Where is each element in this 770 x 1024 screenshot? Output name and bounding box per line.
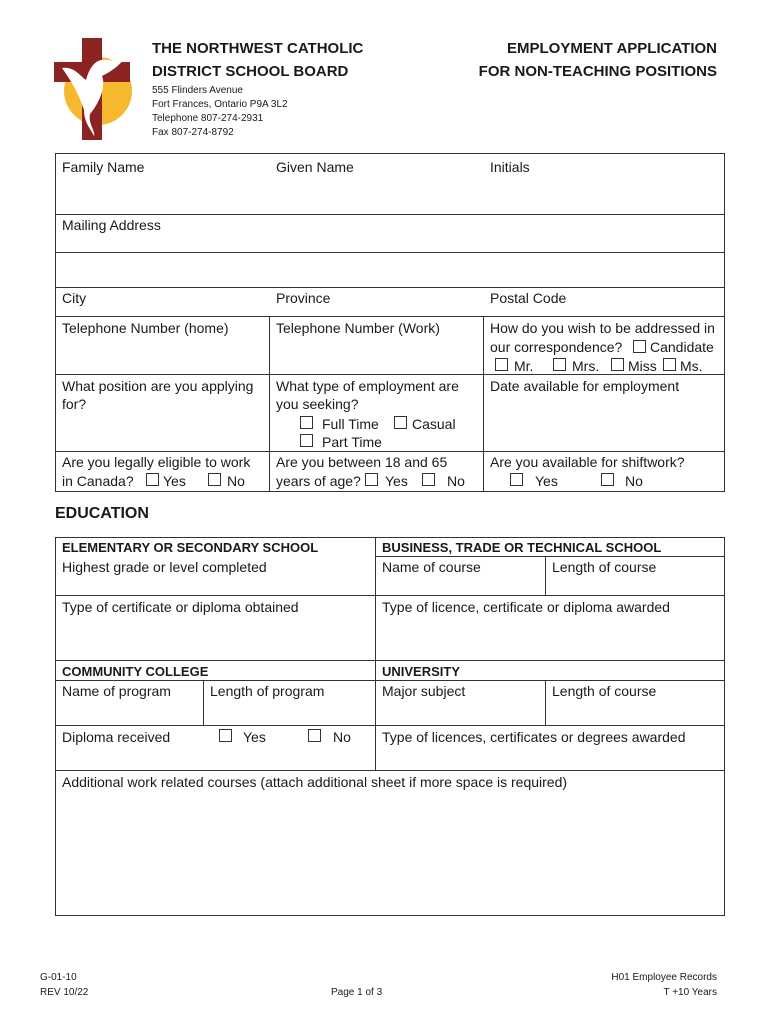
diploma-yes-label: Yes <box>243 729 266 745</box>
university-length-label: Length of course <box>552 683 657 699</box>
age-yes-checkbox[interactable] <box>365 473 378 486</box>
university-licences-label: Type of licences, certificates or degrees awarded <box>382 729 686 745</box>
additional-courses-field[interactable] <box>56 792 723 914</box>
records-class: H01 Employee Records <box>611 972 717 983</box>
address-line1: 555 Flinders Avenue <box>152 85 243 96</box>
university-major-label: Major subject <box>382 683 466 699</box>
mrs-checkbox[interactable] <box>553 358 566 371</box>
given-name-label: Given Name <box>276 159 354 175</box>
mailing-address-field[interactable] <box>56 253 723 286</box>
name-entry-area[interactable] <box>56 176 723 213</box>
shiftwork-question: Are you available for shiftwork? <box>490 454 685 470</box>
business-course-label: Name of course <box>382 559 481 575</box>
org-name-line1: THE NORTHWEST CATHOLIC <box>152 40 364 57</box>
employment-type-question-line2: you seeking? <box>276 396 359 412</box>
form-revision: REV 10/22 <box>40 987 89 998</box>
org-name-line2: DISTRICT SCHOOL BOARD <box>152 63 349 80</box>
retention-period: T +10 Years <box>663 987 717 998</box>
college-diploma-label: Diploma received <box>62 729 171 745</box>
eligible-question-line1: Are you legally eligible to work <box>62 454 251 470</box>
age-no-label: No <box>447 473 465 489</box>
age-no-checkbox[interactable] <box>422 473 435 486</box>
shiftwork-no-checkbox[interactable] <box>601 473 614 486</box>
ms-label: Ms. <box>680 358 703 374</box>
employment-type-question-line1: What type of employment are <box>276 378 459 394</box>
college-length-label: Length of program <box>210 683 325 699</box>
part-time-label: Part Time <box>322 434 382 450</box>
family-name-label: Family Name <box>62 159 145 175</box>
shiftwork-yes-checkbox[interactable] <box>510 473 523 486</box>
business-school-title: BUSINESS, TRADE OR TECHNICAL SCHOOL <box>382 540 662 555</box>
age-question-line2: years of age? <box>276 473 361 489</box>
elementary-title: ELEMENTARY OR SECONDARY SCHOOL <box>62 540 319 555</box>
college-program-label: Name of program <box>62 683 171 699</box>
city-label: City <box>62 290 87 306</box>
date-available-label: Date available for employment <box>490 378 680 394</box>
education-heading: EDUCATION <box>55 505 149 522</box>
casual-label: Casual <box>412 416 456 432</box>
full-time-label: Full Time <box>322 416 379 432</box>
mr-checkbox[interactable] <box>495 358 508 371</box>
page-number: Page 1 of 3 <box>331 987 383 998</box>
mr-label: Mr. <box>514 358 534 374</box>
diploma-no-checkbox[interactable] <box>308 729 321 742</box>
position-question-line2: for? <box>62 396 87 412</box>
tel-home-label: Telephone Number (home) <box>62 320 229 336</box>
phone-line: Telephone 807-274-2931 <box>152 113 264 124</box>
candidate-label: Candidate <box>650 339 714 355</box>
eligible-yes-label: Yes <box>163 473 186 489</box>
university-title: UNIVERSITY <box>382 664 461 679</box>
mrs-label: Mrs. <box>572 358 600 374</box>
additional-courses-label: Additional work related courses (attach additional sheet if more space is required) <box>62 774 568 790</box>
full-time-checkbox[interactable] <box>300 416 313 429</box>
elementary-certificate-label: Type of certificate or diploma obtained <box>62 599 299 615</box>
business-length-label: Length of course <box>552 559 657 575</box>
age-yes-label: Yes <box>385 473 408 489</box>
eligible-question-line2: in Canada? <box>62 473 134 489</box>
elementary-grade-label: Highest grade or level completed <box>62 559 267 575</box>
diploma-no-label: No <box>333 729 351 745</box>
age-question-line1: Are you between 18 and 65 <box>276 454 448 470</box>
ms-checkbox[interactable] <box>663 358 676 371</box>
form-title-line2: FOR NON-TEACHING POSITIONS <box>478 63 717 80</box>
part-time-checkbox[interactable] <box>300 434 313 447</box>
address-as-question-line1: How do you wish to be addressed in <box>490 320 715 336</box>
mailing-address-label: Mailing Address <box>62 217 161 233</box>
province-label: Province <box>276 290 331 306</box>
shiftwork-no-label: No <box>625 473 643 489</box>
form-code: G-01-10 <box>40 972 77 983</box>
miss-checkbox[interactable] <box>611 358 624 371</box>
candidate-checkbox[interactable] <box>633 340 646 353</box>
form-title-line1: EMPLOYMENT APPLICATION <box>507 40 717 57</box>
fax-line: Fax 807-274-8792 <box>152 127 234 138</box>
position-question-line1: What position are you applying <box>62 378 254 394</box>
miss-label: Miss <box>628 358 657 374</box>
tel-work-label: Telephone Number (Work) <box>276 320 440 336</box>
eligible-yes-checkbox[interactable] <box>146 473 159 486</box>
college-title: COMMUNITY COLLEGE <box>62 664 209 679</box>
address-line2: Fort Frances, Ontario P9A 3L2 <box>152 99 288 110</box>
eligible-no-checkbox[interactable] <box>208 473 221 486</box>
initials-label: Initials <box>490 159 530 175</box>
postal-code-label: Postal Code <box>490 290 567 306</box>
address-as-question-line2: our correspondence? <box>490 339 623 355</box>
shiftwork-yes-label: Yes <box>535 473 558 489</box>
school-board-logo <box>50 36 134 142</box>
eligible-no-label: No <box>227 473 245 489</box>
business-licence-label: Type of licence, certificate or diploma awarded <box>382 599 670 615</box>
diploma-yes-checkbox[interactable] <box>219 729 232 742</box>
casual-checkbox[interactable] <box>394 416 407 429</box>
